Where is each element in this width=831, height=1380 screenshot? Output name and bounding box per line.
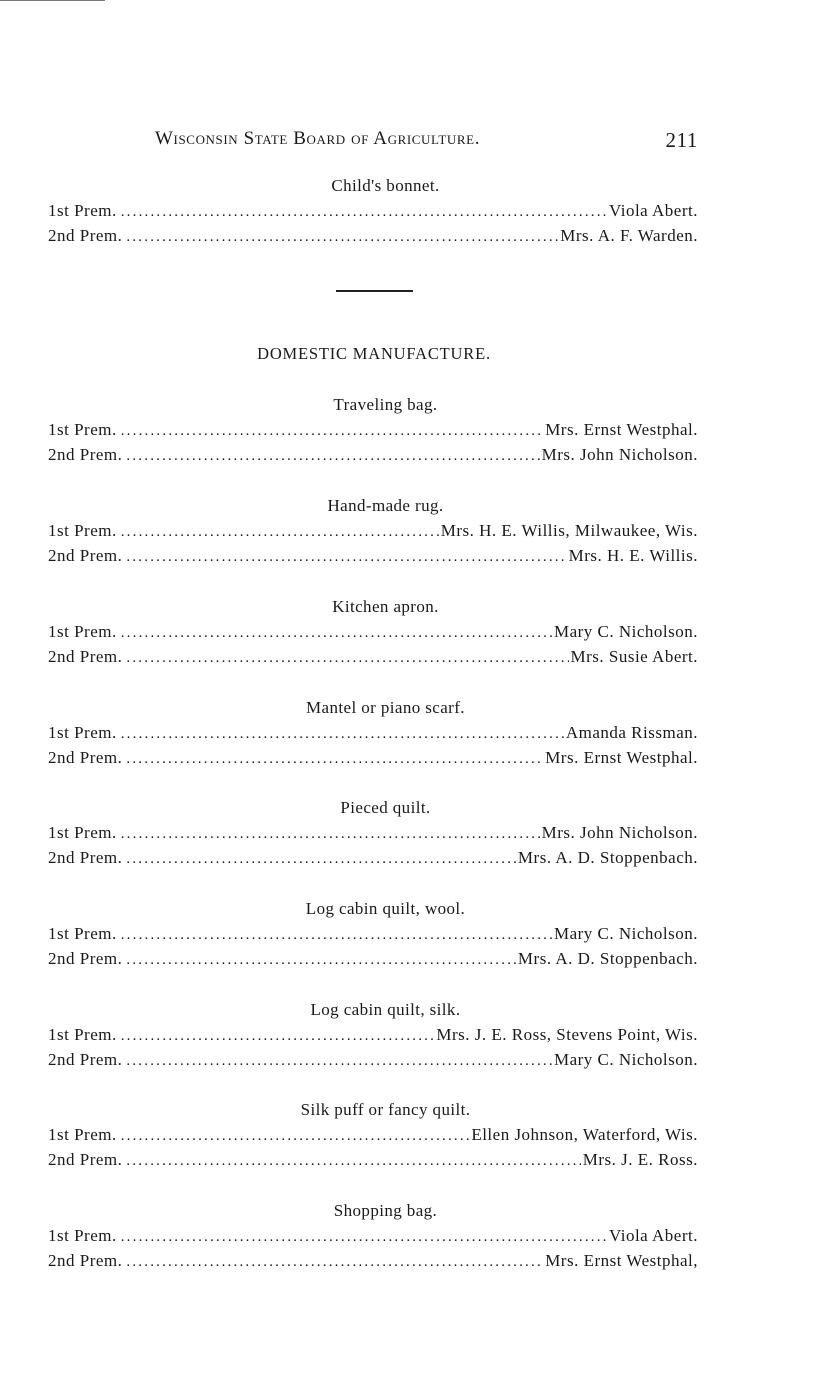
dot-leader bbox=[126, 445, 539, 467]
first-premium-row bbox=[48, 1124, 698, 1149]
dot-leader bbox=[121, 1125, 470, 1147]
winner-name: Amanda Rissman. bbox=[565, 723, 698, 742]
category-heading: Log cabin quilt, silk. bbox=[310, 1000, 461, 1019]
first-premium-row bbox=[48, 419, 698, 444]
winner-name: Mrs. H. E. Willis. bbox=[568, 546, 698, 565]
premium-label: 2nd Prem. bbox=[48, 1050, 123, 1069]
second-premium-row bbox=[48, 545, 698, 570]
second-premium-row bbox=[48, 1149, 698, 1174]
award-entry bbox=[48, 999, 698, 1074]
award-entry bbox=[48, 175, 698, 250]
winner-name: Mrs. A. D. Stoppenbach. bbox=[517, 848, 698, 867]
category-heading: Shopping bag. bbox=[333, 1201, 438, 1220]
winner-name: Mrs. Susie Abert. bbox=[570, 647, 698, 666]
premium-label: 1st Prem. bbox=[48, 622, 117, 641]
winner-name: Mrs. John Nicholson. bbox=[541, 823, 698, 842]
page-number: 211 bbox=[665, 128, 698, 152]
second-premium-row bbox=[48, 747, 698, 772]
running-header bbox=[150, 128, 700, 158]
dot-leader bbox=[126, 647, 568, 669]
second-premium-row bbox=[48, 948, 698, 973]
premium-label: 2nd Prem. bbox=[48, 748, 123, 767]
premium-label: 2nd Prem. bbox=[48, 226, 123, 245]
winner-name: Ellen Johnson, Waterford, Wis. bbox=[471, 1125, 698, 1144]
award-entry bbox=[48, 1099, 698, 1174]
premium-label: 2nd Prem. bbox=[48, 445, 123, 464]
dot-leader bbox=[121, 420, 543, 442]
winner-name: Mrs. Ernst Westphal. bbox=[545, 420, 698, 439]
first-premium-row bbox=[48, 200, 698, 225]
dot-leader bbox=[126, 949, 516, 971]
dot-leader bbox=[126, 848, 516, 870]
premium-label: 2nd Prem. bbox=[48, 546, 123, 565]
section-divider bbox=[336, 290, 413, 292]
premium-label: 1st Prem. bbox=[48, 1025, 117, 1044]
winner-name: Mrs. A. F. Warden. bbox=[560, 226, 698, 245]
premium-label: 1st Prem. bbox=[48, 420, 117, 439]
first-premium-row bbox=[48, 822, 698, 847]
section-title: DOMESTIC MANUFACTURE. bbox=[257, 344, 491, 363]
winner-name: Mrs. H. E. Willis, Milwaukee, Wis. bbox=[440, 521, 698, 540]
premium-label: 1st Prem. bbox=[48, 723, 117, 742]
category-heading: Hand-made rug. bbox=[327, 496, 444, 515]
dot-leader bbox=[121, 823, 540, 845]
winner-name: Mrs. Ernst Westphal, bbox=[545, 1251, 698, 1270]
award-entry bbox=[48, 495, 698, 570]
winner-name: Mrs. John Nicholson. bbox=[541, 445, 698, 464]
second-premium-row bbox=[48, 1250, 698, 1275]
premium-label: 2nd Prem. bbox=[48, 647, 123, 666]
winner-name: Mrs. J. E. Ross, Stevens Point, Wis. bbox=[436, 1025, 698, 1044]
second-premium-row bbox=[48, 1049, 698, 1074]
first-premium-row bbox=[48, 923, 698, 948]
category-heading: Log cabin quilt, wool. bbox=[305, 899, 466, 918]
award-entry bbox=[48, 898, 698, 973]
winner-name: Mary C. Nicholson. bbox=[553, 622, 698, 641]
dot-leader bbox=[126, 1050, 552, 1072]
winner-name: Mary C. Nicholson. bbox=[553, 1050, 698, 1069]
dot-leader bbox=[121, 924, 552, 946]
dot-leader bbox=[121, 622, 552, 644]
dot-leader bbox=[126, 1251, 543, 1273]
category-heading: Silk puff or fancy quilt. bbox=[300, 1100, 471, 1119]
dot-leader bbox=[126, 1150, 580, 1172]
second-premium-row bbox=[48, 646, 698, 671]
winner-name: Viola Abert. bbox=[608, 1226, 698, 1245]
award-entry bbox=[48, 1200, 698, 1275]
premium-label: 1st Prem. bbox=[48, 1125, 117, 1144]
winner-name: Mrs. Ernst Westphal. bbox=[545, 748, 698, 767]
dot-leader bbox=[121, 1226, 607, 1248]
dot-leader bbox=[121, 521, 439, 543]
winner-name: Mary C. Nicholson. bbox=[553, 924, 698, 943]
top-rule bbox=[0, 0, 105, 1]
premium-label: 2nd Prem. bbox=[48, 848, 123, 867]
category-heading: Child's bonnet. bbox=[331, 176, 440, 195]
first-premium-row bbox=[48, 1225, 698, 1250]
dot-leader bbox=[126, 226, 558, 248]
premium-label: 2nd Prem. bbox=[48, 1251, 123, 1270]
first-premium-row bbox=[48, 722, 698, 747]
header-title: Wisconsin State Board of Agriculture. bbox=[155, 128, 481, 149]
category-heading: Kitchen apron. bbox=[332, 597, 439, 616]
premium-label: 1st Prem. bbox=[48, 521, 117, 540]
premium-label: 2nd Prem. bbox=[48, 949, 123, 968]
first-premium-row bbox=[48, 520, 698, 545]
second-premium-row bbox=[48, 225, 698, 250]
second-premium-row bbox=[48, 847, 698, 872]
premium-label: 2nd Prem. bbox=[48, 1150, 123, 1169]
award-entry bbox=[48, 394, 698, 469]
premium-label: 1st Prem. bbox=[48, 1226, 117, 1245]
dot-leader bbox=[126, 748, 543, 770]
premium-label: 1st Prem. bbox=[48, 823, 117, 842]
dot-leader bbox=[121, 1025, 435, 1047]
winner-name: Mrs. A. D. Stoppenbach. bbox=[517, 949, 698, 968]
first-premium-row bbox=[48, 621, 698, 646]
award-entry bbox=[48, 596, 698, 671]
winner-name: Mrs. J. E. Ross. bbox=[582, 1150, 698, 1169]
dot-leader bbox=[121, 723, 564, 745]
award-entry bbox=[48, 697, 698, 772]
dot-leader bbox=[126, 546, 566, 568]
winner-name: Viola Abert. bbox=[608, 201, 698, 220]
category-heading: Traveling bag. bbox=[333, 395, 438, 414]
premium-label: 1st Prem. bbox=[48, 924, 117, 943]
category-heading: Mantel or piano scarf. bbox=[306, 698, 465, 717]
premium-label: 1st Prem. bbox=[48, 201, 117, 220]
second-premium-row bbox=[48, 444, 698, 469]
first-premium-row bbox=[48, 1024, 698, 1049]
award-entry bbox=[48, 797, 698, 872]
category-heading: Pieced quilt. bbox=[340, 798, 431, 817]
dot-leader bbox=[121, 201, 607, 223]
